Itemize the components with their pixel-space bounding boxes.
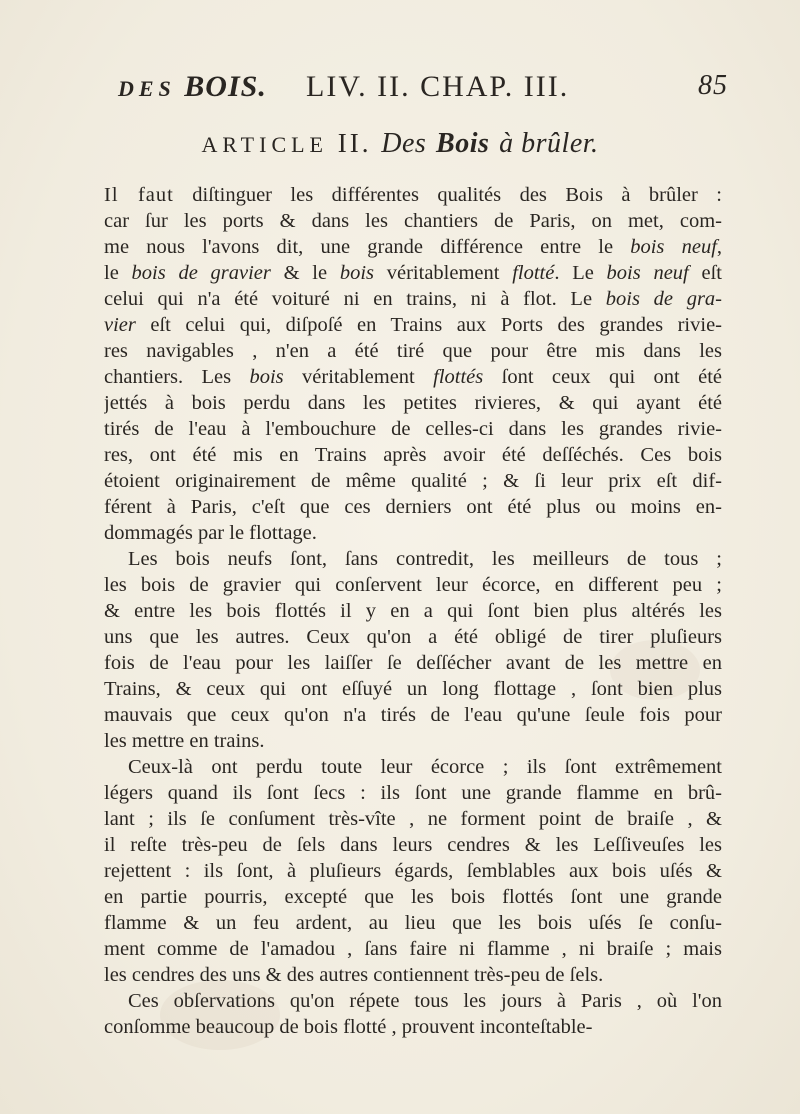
article-title-bois: Bois: [436, 128, 490, 159]
running-title-des: DES: [118, 76, 176, 101]
text-run: les mettre en trains.: [104, 730, 265, 752]
italic-term: vier: [104, 314, 136, 336]
text-run: tirés de l'eau à l'embouchure de celles-ci dans les grandes rivie-: [104, 418, 722, 440]
text-run: les bois de gravier qui conſervent leur écorce, en different peu ;: [104, 574, 722, 596]
text-line: [104, 182, 722, 208]
text-line: [104, 520, 722, 546]
text-run: rejettent : ils ſont, à pluſieurs égards, ſemblables aux bois uſés &: [104, 860, 722, 882]
text-run: fois de l'eau pour les laiſſer ſe deſſécher avant de les mettre en: [104, 652, 722, 674]
text-line: [104, 858, 722, 884]
text-line: [104, 338, 722, 364]
text-line: [104, 936, 722, 962]
text-line: [104, 754, 722, 780]
text-line: [104, 286, 722, 312]
italic-term: bois de gra-: [605, 288, 722, 310]
text-line: [104, 442, 722, 468]
text-run: eſt: [688, 262, 722, 284]
text-line: [104, 312, 722, 338]
text-run: uns que les autres. Ceux qu'on a été obligé de tirer pluſieurs: [104, 626, 722, 648]
opening-line-rest: diſtinguer les différentes qualités des Bois à brûler :: [173, 184, 722, 206]
text-run: mauvais que ceux qu'on n'a tirés de l'eau qu'une ſeule fois pour: [104, 704, 722, 726]
text-line: [104, 1014, 722, 1040]
text-run: ,: [716, 236, 722, 258]
italic-term: bois: [339, 262, 375, 284]
page-number: 85: [698, 70, 728, 101]
text-run: Ces obſervations qu'on répete tous les jours à Paris , où l'on: [128, 990, 722, 1012]
text-run: celui qui n'a été voituré ni en trains, ni à flot. Le: [104, 288, 606, 310]
text-line: [104, 650, 722, 676]
text-run: eſt celui qui, diſpoſé en Trains aux Ports des grandes rivie-: [135, 314, 722, 336]
text-run: véritablement: [283, 366, 434, 388]
opening-words: Il faut: [104, 184, 174, 206]
text-line: [104, 598, 722, 624]
text-run: dommagés par le flottage.: [104, 522, 317, 544]
text-run: férent à Paris, c'eſt que ces derniers ont été plus ou moins en-: [104, 496, 722, 518]
text-run: car ſur les ports & dans les chantiers de Paris, on met, com-: [104, 210, 722, 232]
text-line: [104, 624, 722, 650]
text-run: [104, 184, 722, 206]
running-head: [108, 70, 728, 110]
running-title-chapter: LIV. II. CHAP. III.: [306, 70, 570, 103]
text-run: res, ont été mis en Trains après avoir été deſſéchés. Ces bois: [104, 444, 722, 466]
text-run: véritablement: [374, 262, 513, 284]
text-run: ment comme de l'amadou , ſans faire ni flamme , ni braiſe ; mais: [104, 938, 722, 960]
text-run: . Le: [554, 262, 607, 284]
text-line: [104, 884, 722, 910]
article-title-rest: à brûler.: [499, 128, 599, 159]
text-line: [104, 572, 722, 598]
text-run: les cendres des uns & des autres contiennent très-peu de ſels.: [104, 964, 604, 986]
text-line: [104, 260, 722, 286]
text-line: [104, 390, 722, 416]
text-run: lant ; ils ſe conſument très-vîte , ne forment point de braiſe , &: [104, 808, 722, 830]
text-line: [104, 416, 722, 442]
text-line: [104, 676, 722, 702]
text-run: ſont ceux qui ont été: [483, 366, 722, 388]
text-run: jettés à bois perdu dans les petites rivieres, & qui ayant été: [104, 392, 722, 414]
text-line: [104, 494, 722, 520]
body-text: [104, 182, 722, 1040]
italic-term: bois neuf: [606, 262, 689, 284]
text-line: [104, 910, 722, 936]
text-line: [104, 702, 722, 728]
text-line: [104, 728, 722, 754]
text-run: le: [104, 262, 132, 284]
italic-term: bois neuf: [630, 236, 717, 258]
text-line: [104, 988, 722, 1014]
text-run: me nous l'avons dit, une grande différence entre le: [104, 236, 631, 258]
text-run: res navigables , n'en a été tiré que pour être mis dans les: [104, 340, 722, 362]
text-run: Ceux-là ont perdu toute leur écorce ; ils ſont extrêmement: [128, 756, 722, 778]
text-line: [104, 208, 722, 234]
running-title-bois: BOIS.: [184, 70, 267, 103]
italic-term: bois: [249, 366, 284, 388]
article-number: II.: [337, 128, 372, 158]
italic-term: flotté: [512, 262, 555, 284]
text-run: conſomme beaucoup de bois flotté , prouvent inconteſtable-: [104, 1016, 593, 1038]
text-run: & entre les bois flottés il y en a qui ſont bien plus altérés les: [104, 600, 722, 622]
text-line: [104, 806, 722, 832]
text-line: [104, 468, 722, 494]
text-run: légers quand ils ſont ſecs : ils ſont une grande flamme en brû-: [104, 782, 722, 804]
text-run: étoient originairement de même qualité ; & ſi leur prix eſt dif-: [104, 470, 722, 492]
text-run: flamme & un feu ardent, au lieu que les bois uſés ſe conſu-: [104, 912, 722, 934]
article-title-des: Des: [381, 128, 427, 159]
text-run: en partie pourris, excepté que les bois flottés ſont une grande: [104, 886, 722, 908]
text-line: [104, 962, 722, 988]
text-line: [104, 234, 722, 260]
text-run: il reſte très-peu de ſels dans leurs cendres & les Leſſiveuſes les: [104, 834, 722, 856]
article-label: ARTICLE: [201, 132, 328, 157]
text-run: & le: [270, 262, 340, 284]
text-run: Trains, & ceux qui ont eſſuyé un long flottage , ſont bien plus: [104, 678, 722, 700]
italic-term: bois de gravier: [131, 262, 271, 284]
text-line: [104, 832, 722, 858]
text-run: Les bois neufs ſont, ſans contredit, les meilleurs de tous ;: [128, 548, 722, 570]
text-line: [104, 364, 722, 390]
text-run: chantiers. Les: [104, 366, 250, 388]
text-line: [104, 546, 722, 572]
italic-term: flottés: [433, 366, 484, 388]
text-line: [104, 780, 722, 806]
running-title-des-bois: [118, 70, 267, 104]
article-heading: [0, 128, 800, 160]
